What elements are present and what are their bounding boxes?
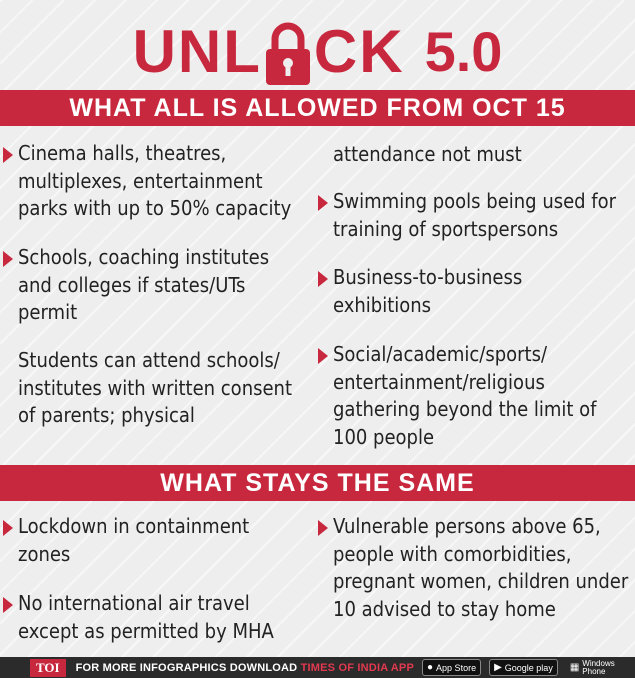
list-item-text: Lockdown in containment zones	[18, 514, 250, 566]
windows-phone-badge[interactable]: ▦ Windows Phone	[569, 658, 615, 676]
bullet-icon	[3, 251, 13, 267]
list-item	[333, 513, 633, 623]
list-item	[333, 341, 633, 451]
bullet-icon	[318, 520, 328, 536]
list-item-text: attendance not must	[333, 142, 522, 166]
list-item-text: Schools, coaching institutes and colleges if states/UTs permit	[18, 245, 270, 324]
bullet-icon	[3, 147, 13, 163]
footer-app-name: TIMES OF INDIA APP	[300, 661, 414, 674]
list-item-text: Swimming pools being used for training of sportspersons	[333, 189, 617, 241]
infographic-title	[0, 12, 635, 90]
list-item-text: No international air travel except as permitted by MHA	[18, 591, 274, 643]
section-heading-same: WHAT STAYS THE SAME	[0, 465, 635, 501]
title-left: UNL	[132, 17, 262, 85]
bullet-icon	[318, 271, 328, 287]
section-heading-allowed: WHAT ALL IS ALLOWED FROM OCT 15	[0, 90, 635, 126]
toi-logo: TOI	[30, 659, 66, 677]
app-store-badge[interactable]: ● App Store	[422, 659, 481, 676]
footer-cta: FOR MORE INFOGRAPHICS DOWNLOAD	[75, 661, 298, 674]
title-version: 5.0	[424, 19, 503, 83]
footer-bar	[0, 657, 635, 678]
apple-icon: ●	[427, 662, 434, 673]
list-item	[333, 188, 618, 243]
list-item-text: Social/academic/sports/ entertainment/religious gathering beyond the limit of 100 people	[333, 342, 597, 449]
list-item	[18, 140, 308, 223]
windows-icon: ▦	[569, 661, 580, 673]
bullet-icon	[3, 597, 13, 613]
list-item-text: Vulnerable persons above 65, people with comorbidities, pregnant women, children under 10 advised to stay home	[333, 514, 629, 621]
list-item	[18, 590, 308, 645]
google-play-badge[interactable]: ▶ Google play	[489, 659, 558, 676]
bullet-icon	[318, 348, 328, 364]
bullet-icon	[3, 520, 13, 536]
play-icon: ▶	[494, 662, 502, 673]
list-item-text: Cinema halls, theatres, multiplexes, entertainment parks with up to 50% capacity	[18, 141, 292, 220]
title-right: CK	[313, 17, 405, 85]
list-item-continued	[333, 141, 623, 169]
list-item	[18, 244, 298, 327]
list-item	[333, 264, 618, 319]
list-item-text: Students can attend schools/ institutes with written consent of parents; physical	[18, 348, 293, 427]
list-item-continued	[18, 347, 308, 430]
list-item-text: Business-to-business exhibitions	[333, 265, 523, 317]
padlock-icon	[264, 19, 312, 87]
footer-text	[76, 662, 414, 674]
bullet-icon	[318, 195, 328, 211]
list-item	[18, 513, 278, 568]
